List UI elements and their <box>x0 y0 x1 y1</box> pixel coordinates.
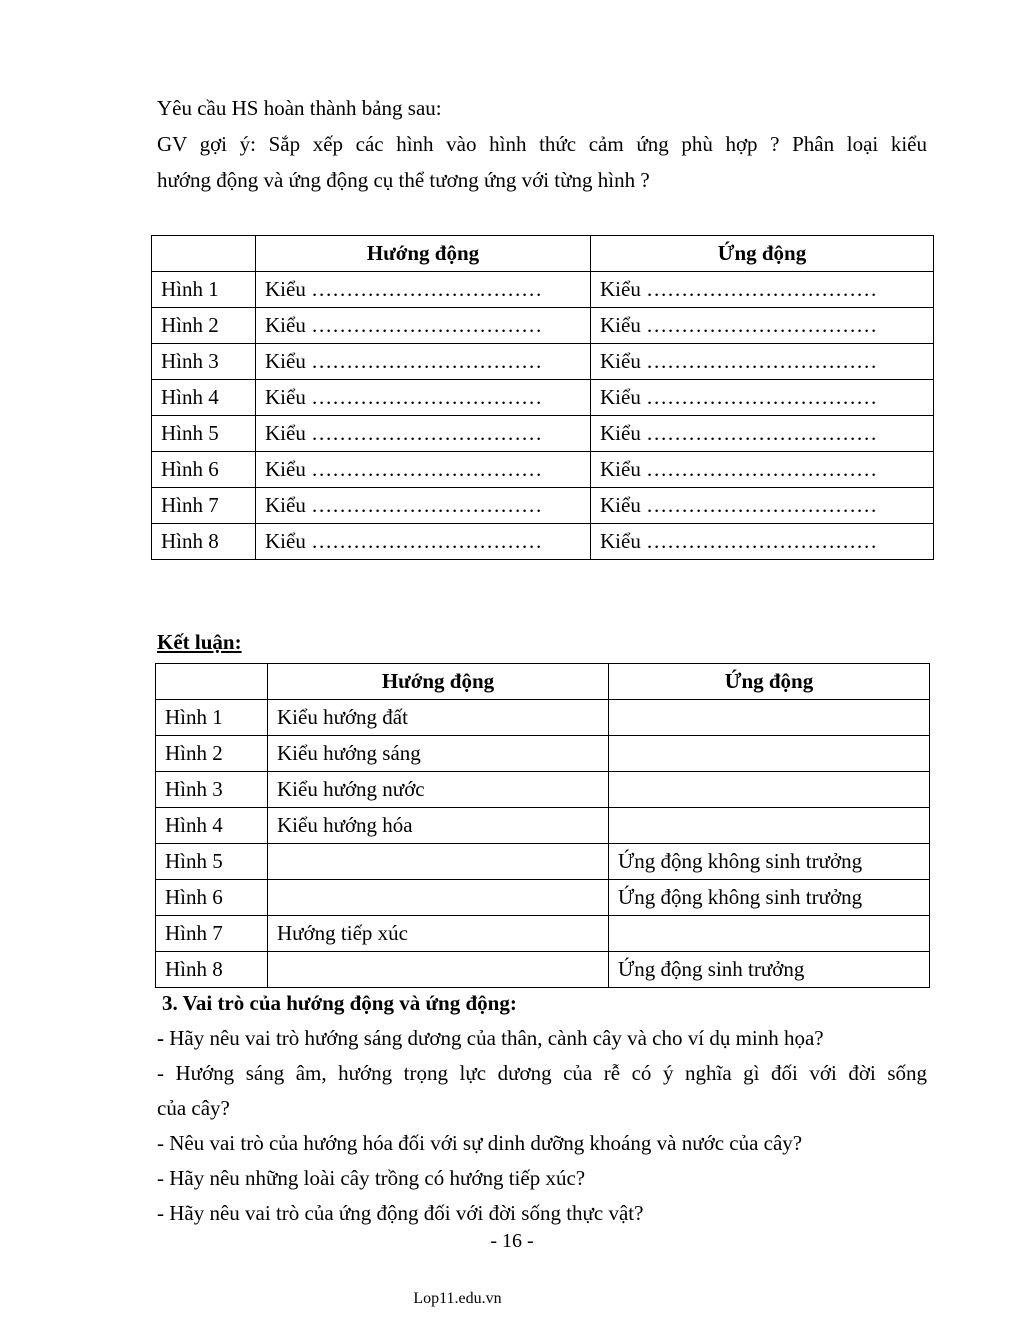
table-row <box>152 416 934 452</box>
table-cell: Hình 5 <box>156 844 268 880</box>
table-cell: Hướng tiếp xúc <box>268 916 609 952</box>
table-cell: Kiểu …………………………… <box>591 488 934 524</box>
table-row <box>152 380 934 416</box>
footer-site: Lop11.edu.vn <box>413 1290 502 1307</box>
table-cell: Hình 8 <box>152 524 256 560</box>
header-cell: Hướng động <box>256 236 591 272</box>
table-row <box>156 916 930 952</box>
question-5: - Hãy nêu vai trò của ứng động đối với đời sống thực vật? <box>157 1201 644 1225</box>
section-3-title: 3. Vai trò của hướng động và ứng động: <box>162 991 517 1015</box>
table-cell: Kiểu …………………………… <box>591 308 934 344</box>
table-row <box>156 700 930 736</box>
table-cell: Ứng động không sinh trưởng <box>609 844 930 880</box>
header-cell: Hướng động <box>268 664 609 700</box>
page-number: - 16 - <box>490 1230 534 1252</box>
table-cell: Hình 8 <box>156 952 268 988</box>
table-cell: Hình 2 <box>152 308 256 344</box>
table-cell <box>268 880 609 916</box>
table-cell: Ứng động sinh trưởng <box>609 952 930 988</box>
question-1-text: Hãy nêu vai trò hướng sáng dương của thân, cành cây và cho ví dụ minh họa? <box>164 1026 824 1050</box>
table-row <box>156 880 930 916</box>
table-row <box>152 308 934 344</box>
table-row <box>156 952 930 988</box>
table-cell: Kiểu …………………………… <box>591 524 934 560</box>
table-cell: Kiểu hướng nước <box>268 772 609 808</box>
question-4: - Hãy nêu những loài cây trồng có hướng tiếp xúc? <box>157 1166 586 1190</box>
worksheet-table <box>151 235 934 560</box>
table-cell <box>268 952 609 988</box>
table-cell: Kiểu …………………………… <box>591 344 934 380</box>
table-row <box>156 844 930 880</box>
question-1 <box>157 1021 927 1056</box>
table-row <box>152 344 934 380</box>
table-cell: Kiểu …………………………… <box>591 272 934 308</box>
table-row <box>156 772 930 808</box>
table-cell: Hình 4 <box>156 808 268 844</box>
section-3 <box>157 986 927 1231</box>
table-cell <box>268 844 609 880</box>
table-row <box>152 488 934 524</box>
intro-line-3: hướng động và ứng động cụ thể tương ứng với từng hình ? <box>157 168 650 192</box>
table-cell <box>609 808 930 844</box>
table-cell: Kiểu …………………………… <box>256 524 591 560</box>
table-cell: Kiểu …………………………… <box>256 416 591 452</box>
table-cell <box>609 700 930 736</box>
conclusion-heading: Kết luận: <box>157 630 242 654</box>
table-header-row <box>152 236 934 272</box>
conclusion-table <box>155 663 930 988</box>
table-cell: Kiểu …………………………… <box>256 452 591 488</box>
table-cell: Hình 4 <box>152 380 256 416</box>
table-cell: Hình 2 <box>156 736 268 772</box>
question-1-dash: - <box>157 1026 164 1050</box>
question-2-line-2: của cây? <box>157 1096 230 1120</box>
header-cell <box>152 236 256 272</box>
table-cell: Kiểu …………………………… <box>256 488 591 524</box>
table-cell: Hình 6 <box>152 452 256 488</box>
table-cell: Hình 7 <box>152 488 256 524</box>
table-cell: Kiểu …………………………… <box>591 452 934 488</box>
table-cell: Hình 5 <box>152 416 256 452</box>
table-cell <box>609 772 930 808</box>
intro-line-1: Yêu cầu HS hoàn thành bảng sau: <box>157 96 442 120</box>
table-cell: Hình 3 <box>156 772 268 808</box>
table-cell: Kiểu …………………………… <box>256 344 591 380</box>
table-row <box>156 736 930 772</box>
table-row <box>152 452 934 488</box>
table-cell: Hình 6 <box>156 880 268 916</box>
table-cell: Kiểu hướng sáng <box>268 736 609 772</box>
table-cell: Kiểu hướng đất <box>268 700 609 736</box>
table-cell: Kiểu hướng hóa <box>268 808 609 844</box>
header-cell: Ứng động <box>591 236 934 272</box>
table-row <box>152 524 934 560</box>
table-cell: Kiểu …………………………… <box>256 308 591 344</box>
table-header-row <box>156 664 930 700</box>
table-cell: Kiểu …………………………… <box>591 380 934 416</box>
table-cell: Kiểu …………………………… <box>256 272 591 308</box>
table-cell: Kiểu …………………………… <box>591 416 934 452</box>
table-row <box>156 808 930 844</box>
table-cell: Hình 3 <box>152 344 256 380</box>
header-cell: Ứng động <box>609 664 930 700</box>
intro-block <box>157 90 927 198</box>
question-2-line-1: - Hướng sáng âm, hướng trọng lực dương của rễ có ý nghĩa gì đối với đời sống <box>157 1061 927 1085</box>
table-cell <box>609 916 930 952</box>
intro-line-2: GV gợi ý: Sắp xếp các hình vào hình thức cảm ứng phù hợp ? Phân loại kiểu <box>157 132 927 156</box>
table-cell: Hình 1 <box>156 700 268 736</box>
table-cell: Hình 1 <box>152 272 256 308</box>
question-3: - Nêu vai trò của hướng hóa đối với sự dinh dưỡng khoáng và nước của cây? <box>157 1131 803 1155</box>
table-cell <box>609 736 930 772</box>
table-row <box>152 272 934 308</box>
table-cell: Kiểu …………………………… <box>256 380 591 416</box>
header-cell <box>156 664 268 700</box>
table-cell: Hình 7 <box>156 916 268 952</box>
table-cell: Ứng động không sinh trưởng <box>609 880 930 916</box>
